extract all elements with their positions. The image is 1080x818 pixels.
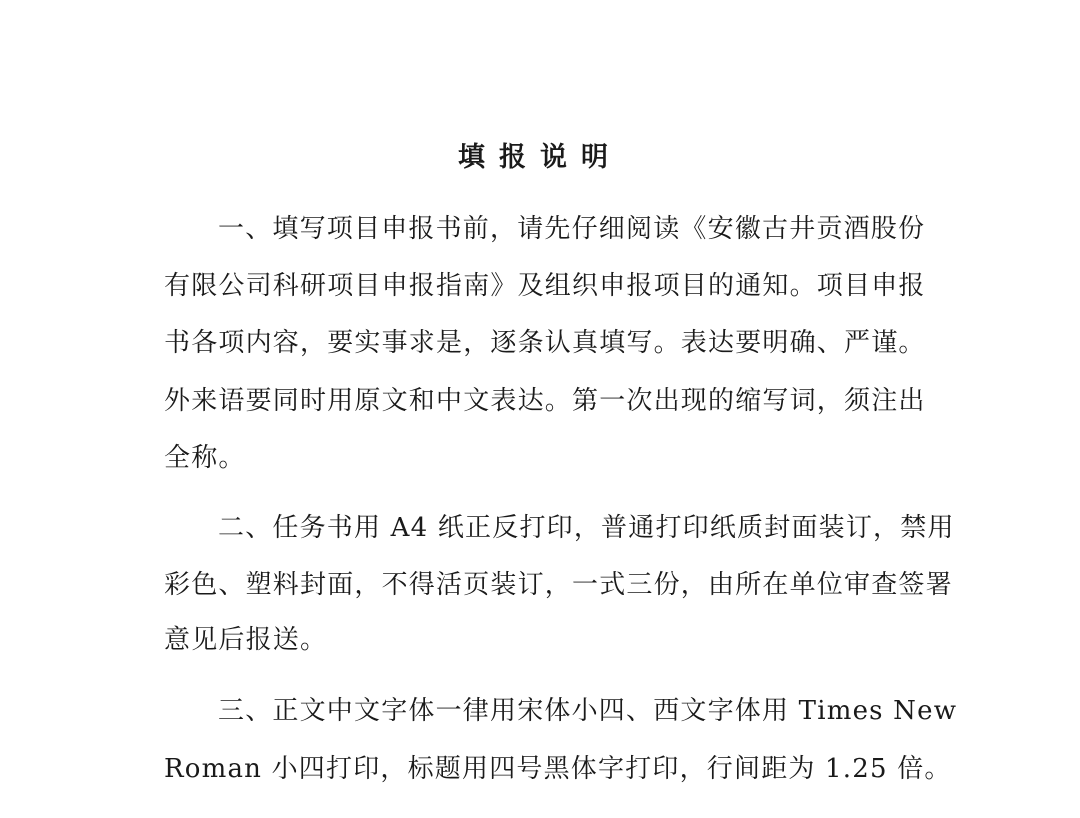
document-title: 填报说明 (458, 142, 622, 173)
paragraph-2-line-3: 意见后报送。 (164, 625, 328, 655)
paragraph-1-line-3: 书各项内容，要实事求是，逐条认真填写。表达要明确、严谨。 (164, 328, 926, 358)
paragraph-1-line-2: 有限公司科研项目申报指南》及组织申报项目的通知。项目申报 (164, 271, 926, 301)
paragraph-1-line-1: 一、填写项目申报书前，请先仔细阅读《安徽古井贡酒股份 (218, 214, 926, 244)
paragraph-2-line-1: 二、任务书用 A4 纸正反打印，普通打印纸质封面装订，禁用 (218, 513, 955, 543)
paragraph-1-line-4: 外来语要同时用原文和中文表达。第一次出现的缩写词，须注出 (164, 386, 926, 416)
paragraph-2-line-2: 彩色、塑料封面，不得活页装订，一式三份，由所在单位审查签署 (164, 570, 953, 600)
paragraph-3-line-2: Roman 小四打印，标题用四号黑体字打印，行间距为 1.25 倍。 (164, 754, 952, 784)
paragraph-1-line-5: 全称。 (164, 443, 246, 473)
paragraph-3-line-1: 三、正文中文字体一律用宋体小四、西文字体用 Times New (218, 696, 958, 726)
